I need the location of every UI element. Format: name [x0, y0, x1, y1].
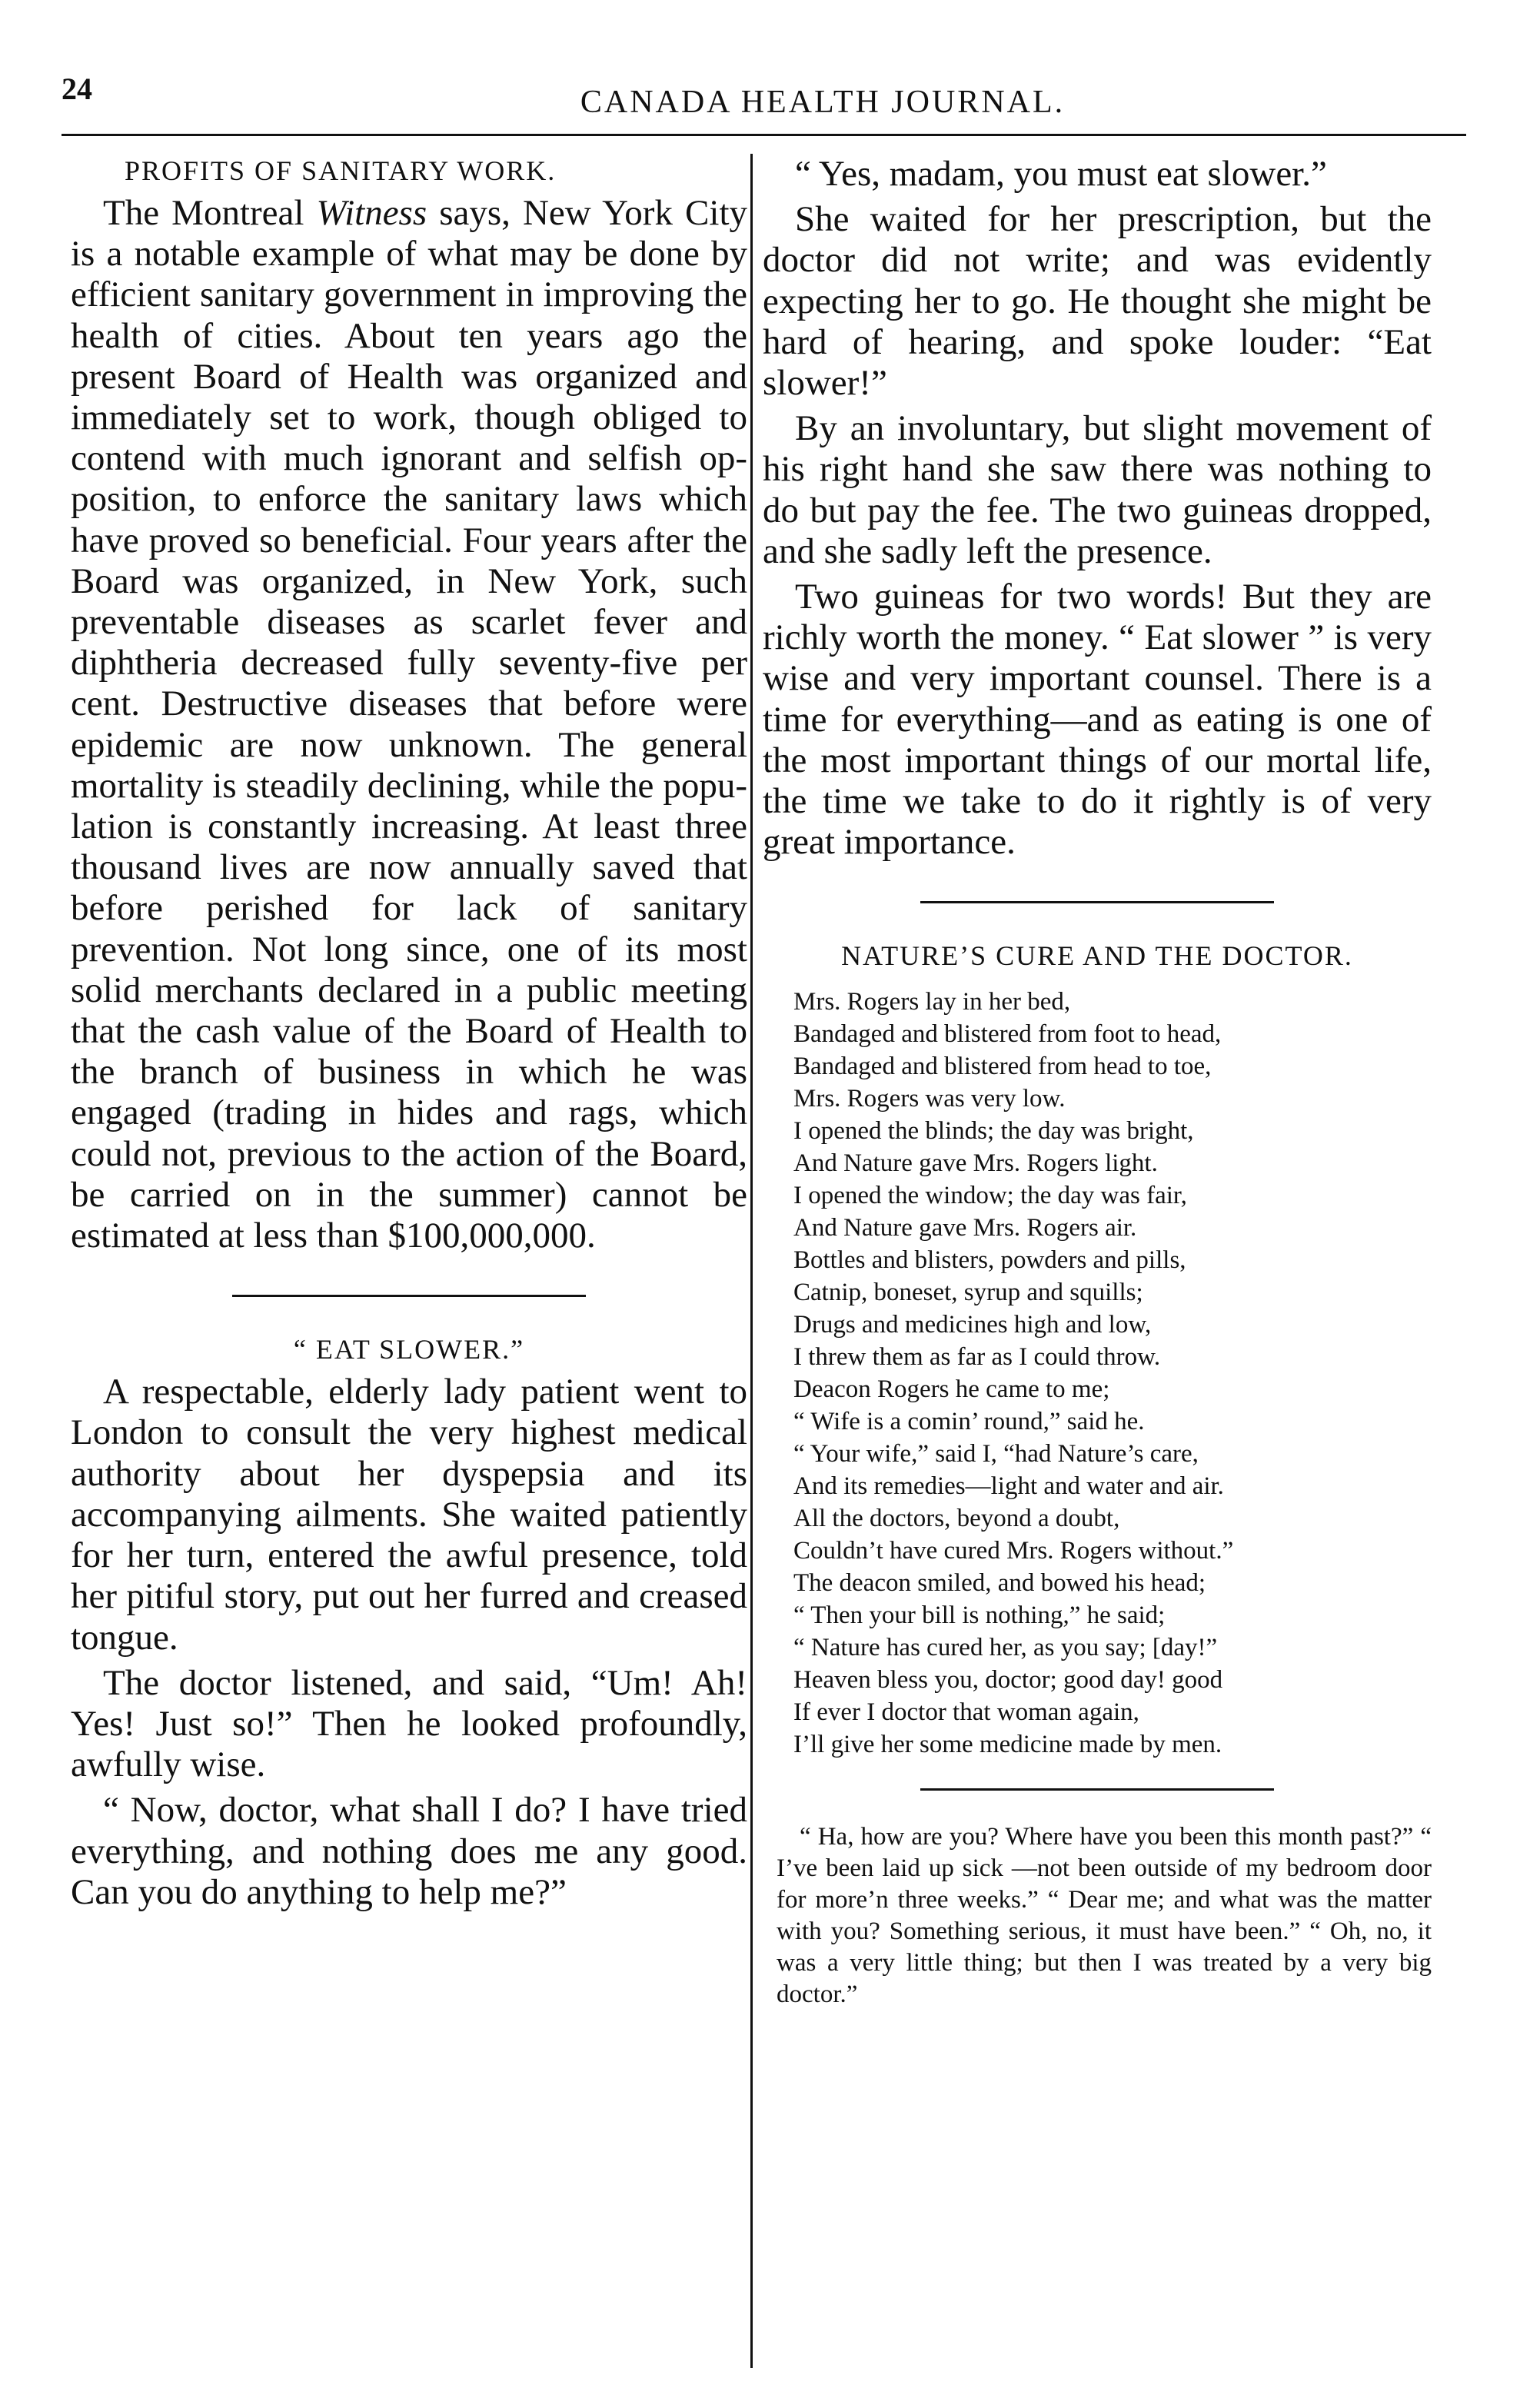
article-paragraph: By an involuntary, but slight movement of his right hand she saw there was nothing to do but pay the fee. The two guineas dropped, and she sadly left the presence. — [763, 408, 1432, 571]
page-number: 24 — [62, 72, 92, 106]
column-divider — [750, 154, 753, 2368]
poem-line: Bandaged and blistered from head to toe, — [793, 1053, 1212, 1081]
poem-line: “ Then your bill is nothing,” he said; — [793, 1601, 1166, 1630]
poem-line: I opened the window; the day was fair, — [793, 1182, 1187, 1210]
poem-line: I threw them as far as I could throw. — [793, 1343, 1161, 1372]
article-paragraph: Two guineas for two words! But they are richly worth the money. “ Eat slower ” is very wise and very important counsel. There is a time for everything—and as eating is one of the most important things of our mortal life, the time we take to do it rightly is of very great importance. — [763, 577, 1432, 863]
poem-line: Bottles and blisters, powders and pills, — [793, 1246, 1186, 1275]
poem-line: Bandaged and blistered from foot to head, — [793, 1020, 1222, 1049]
poem-line: And its remedies—light and water and air. — [793, 1472, 1224, 1501]
poem-title: NATURE’S CURE AND THE DOCTOR. — [841, 940, 1353, 972]
poem-line: “ Wife is a comin’ round,” said he. — [793, 1408, 1145, 1436]
poem-line: “ Nature has cured her, as you say; [day!” — [793, 1634, 1218, 1662]
poem-line: Couldn’t have cured Mrs. Rogers without.” — [793, 1537, 1234, 1565]
poem-line: I’ll give her some medicine made by men. — [793, 1731, 1222, 1759]
poem-line: Drugs and medicines high and low, — [793, 1311, 1152, 1339]
poem-line: All the doctors, beyond a doubt, — [793, 1505, 1120, 1533]
article-paragraph — [71, 193, 747, 1256]
poem — [793, 986, 1432, 1761]
paragraph-text: says, New York City is a notable example of what may be done by efficient sanitary government in improving the health of cities. About ten years ago the present Board of Health was organized and immediately set to work, though obliged to contend with much ignorant and selfish opposition, to enforce the sanitary laws which have proved so beneficial. Four years after the Board was organized, in New York, such preventable diseases as scarlet fever and diphtheria decreased fully seventy-five per cent. Destructive diseases that before were epidemic are now unknown. The general mortality is steadily declining, while the population is constantly increasing. At least three thousand lives are now annually saved that before perished for lack of sanitary prevention. Not long since, one of its most solid merchants declared in a public meeting that the cash value of the Board of Health to the branch of business in which he was engaged (trading in hides and rags, which could not, previous to the action of the Board, be carried on in the summer) cannot be estimated at less than $100,000,000. — [71, 193, 747, 1256]
anecdote-paragraph: “ Ha, how are you? Where have you been this month past?” “ I’ve been laid up sick —not been outside of my bedroom door for more’n three weeks.” “ Dear me; and what was the matter with you? Something serious, it must have been.” “ Oh, no, it was a very little thing; but then I was treated by a very big doctor.” — [777, 1823, 1432, 2009]
left-column — [71, 154, 747, 1917]
poem-line: And Nature gave Mrs. Rogers light. — [793, 1149, 1158, 1178]
header-rule — [62, 134, 1466, 136]
poem-line: I opened the blinds; the day was bright, — [793, 1117, 1194, 1146]
poem-line: Mrs. Rogers lay in her bed, — [793, 988, 1071, 1016]
section-rule — [920, 1788, 1274, 1791]
italic-newspaper-name: Witness — [316, 193, 427, 233]
poem-line: And Nature gave Mrs. Rogers air. — [793, 1214, 1137, 1242]
article-title-eat-slower: “ EAT SLOWER.” — [293, 1334, 525, 1365]
poem-line: “ Your wife,” said I, “had Nature’s care, — [793, 1440, 1199, 1468]
article-paragraph: The doctor listened, and said, “Um! Ah! Yes! Just so!” Then he looked profoundly, awfully wise. — [71, 1662, 747, 1785]
poem-line: If ever I doctor that woman again, — [793, 1698, 1139, 1727]
poem-line: Mrs. Rogers was very low. — [793, 1085, 1066, 1113]
poem-line: The deacon smiled, and bowed his head; — [793, 1569, 1206, 1598]
article-paragraph: “ Now, doctor, what shall I do? I have tried everything, and nothing does me any good. Can you do anything to help me?” — [71, 1790, 747, 1912]
article-title-profits: PROFITS OF SANITARY WORK. — [125, 155, 557, 186]
article-paragraph: She waited for her prescription, but the doctor did not write; and was evidently expecting her to go. He thought she might be hard of hearing, and spoke louder: “Eat slower!” — [763, 199, 1432, 404]
section-rule — [920, 901, 1274, 903]
poem-line: Deacon Rogers he came to me; — [793, 1375, 1110, 1404]
section-rule — [232, 1295, 586, 1297]
article-paragraph: A respectable, elderly lady patient went to London to consult the very highest medical authority about her dyspepsia and its accompanying ailments. She waited patiently for her turn, entered the awful presence, told her pitiful story, put out her furred and creased tongue. — [71, 1372, 747, 1658]
right-column — [763, 154, 1432, 2011]
paragraph-text: The Montreal — [103, 193, 317, 233]
poem-line: Heaven bless you, doctor; good day! good — [793, 1666, 1223, 1695]
poem-line: Catnip, boneset, syrup and squills; — [793, 1279, 1143, 1307]
running-head: CANADA HEALTH JOURNAL. — [580, 85, 1066, 120]
article-paragraph: “ Yes, madam, you must eat slower.” — [795, 154, 1327, 194]
